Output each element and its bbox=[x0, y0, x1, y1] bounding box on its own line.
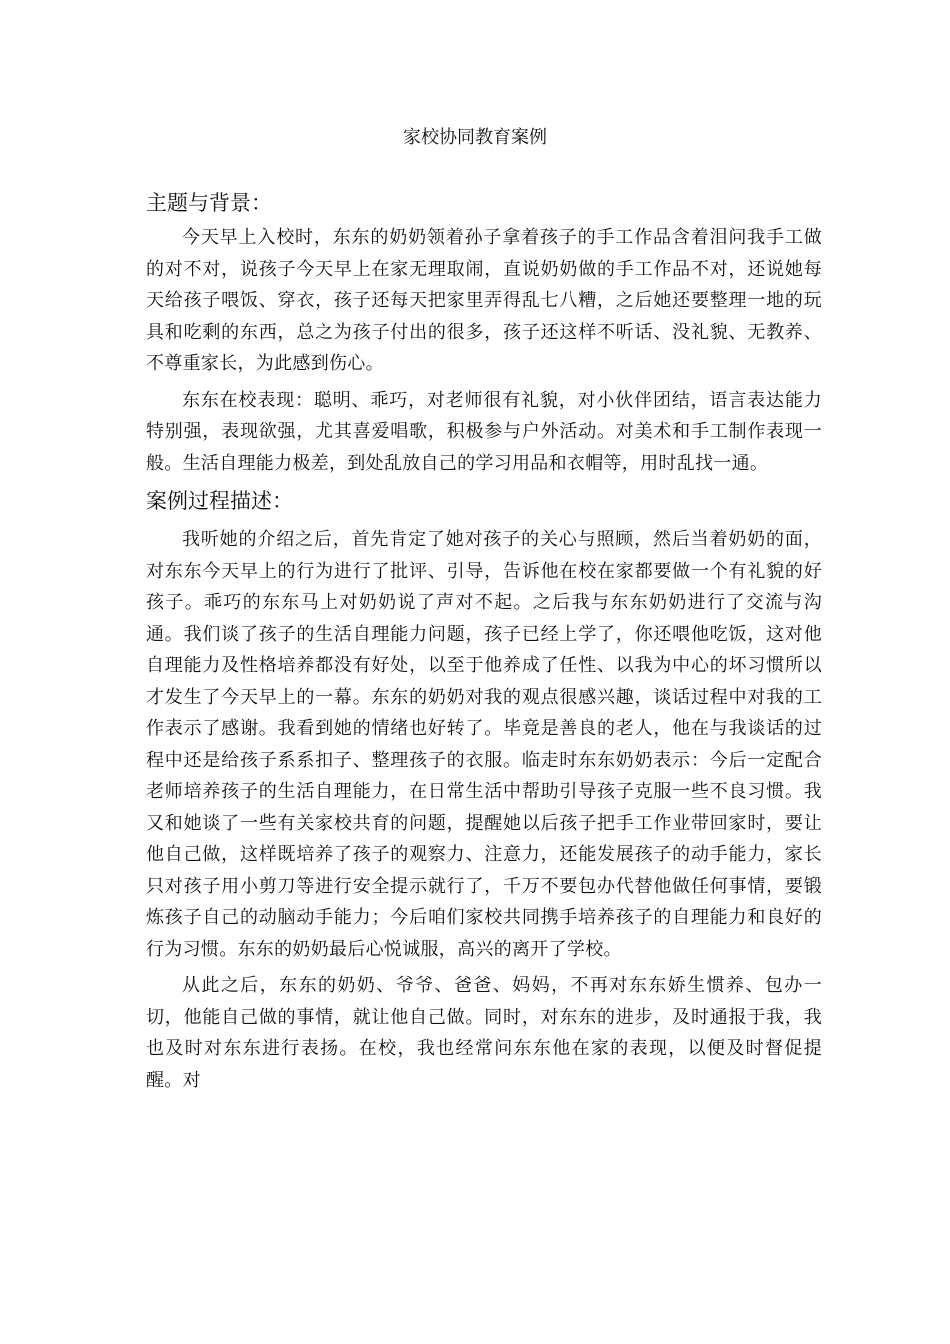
paragraph-conversation: 我听她的介绍之后，首先肯定了她对孩子的关心与照顾，然后当着奶奶的面，对东东今天早上的行为进行了批评、引导，告诉他在校在家都要做一个有礼貌的好孩子。乖巧的东东马上对奶奶说了声对不起。之后我与东东奶奶进行了交流与沟通。我们谈了孩子的生活自理能力问题，孩子已经上学了，你还喂他吃饭，这对他自理能力及性格培养都没有好处，以至于他养成了任性、以我为中心的坏习惯所以才发生了今天早上的一幕。东东的奶奶对我的观点很感兴趣，谈话过程中对我的工作表示了感谢。我看到她的情绪也好转了。毕竟是善良的老人，他在与我谈话的过程中还是给孩子系系扣子、整理孩子的衣服。临走时东东奶奶表示：今后一定配合老师培养孩子的生活自理能力，在日常生活中帮助引导孩子克服一些不良习惯。我又和她谈了一些有关家校共育的问题，提醒她以后孩子把手工作业带回家时，要让他自己做，这样既培养了孩子的观察力、注意力，还能发展孩子的动手能力，家长只对孩子用小剪刀等进行安全提示就行了，千万不要包办代替他做任何事情，要锻炼孩子自己的动脑动手能力；今后咱们家校共同携手培养孩子的自理能力和良好的行为习惯。东东的奶奶最后心悦诚服，高兴的离开了学校。 bbox=[146, 529, 822, 960]
paragraph-school-performance: 东东在校表现：聪明、乖巧，对老师很有礼貌，对小伙伴团结，语言表达能力特别强，表现欲强，尤其喜爱唱歌，积极参与户外活动。对美术和手工制作表现一般。生活自理能力极差，到处乱放自己的学习用品和衣帽等，用时乱找一通。 bbox=[146, 389, 822, 474]
paragraph-follow-up: 从此之后，东东的奶奶、爷爷、爸爸、妈妈，不再对东东娇生惯养、包办一切，他能自己做的事情，就让他自己做。同时，对东东的进步，及时通报于我，我也及时对东东进行表扬。在校，我也经常问东东他在家的表现，以便及时督促提醒。对 bbox=[146, 975, 822, 1091]
section-heading-background: 主题与背景： bbox=[146, 191, 272, 215]
section-heading-process: 案例过程描述： bbox=[146, 489, 293, 513]
document-body bbox=[146, 186, 822, 1101]
document-title: 家校协同教育案例 bbox=[403, 127, 547, 148]
paragraph-incident: 今天早上入校时，东东的奶奶领着孙子拿着孩子的手工作品含着泪问我手工做的对不对，说孩子今天早上在家无理取闹，直说奶奶做的手工作品不对，还说她每天给孩子喂饭、穿衣，孩子还每天把家里弄得乱七八糟，之后她还要整理一地的玩具和吃剩的东西，总之为孩子付出的很多，孩子还这样不听话、没礼貌、无教养、不尊重家长，为此感到伤心。 bbox=[146, 227, 822, 374]
